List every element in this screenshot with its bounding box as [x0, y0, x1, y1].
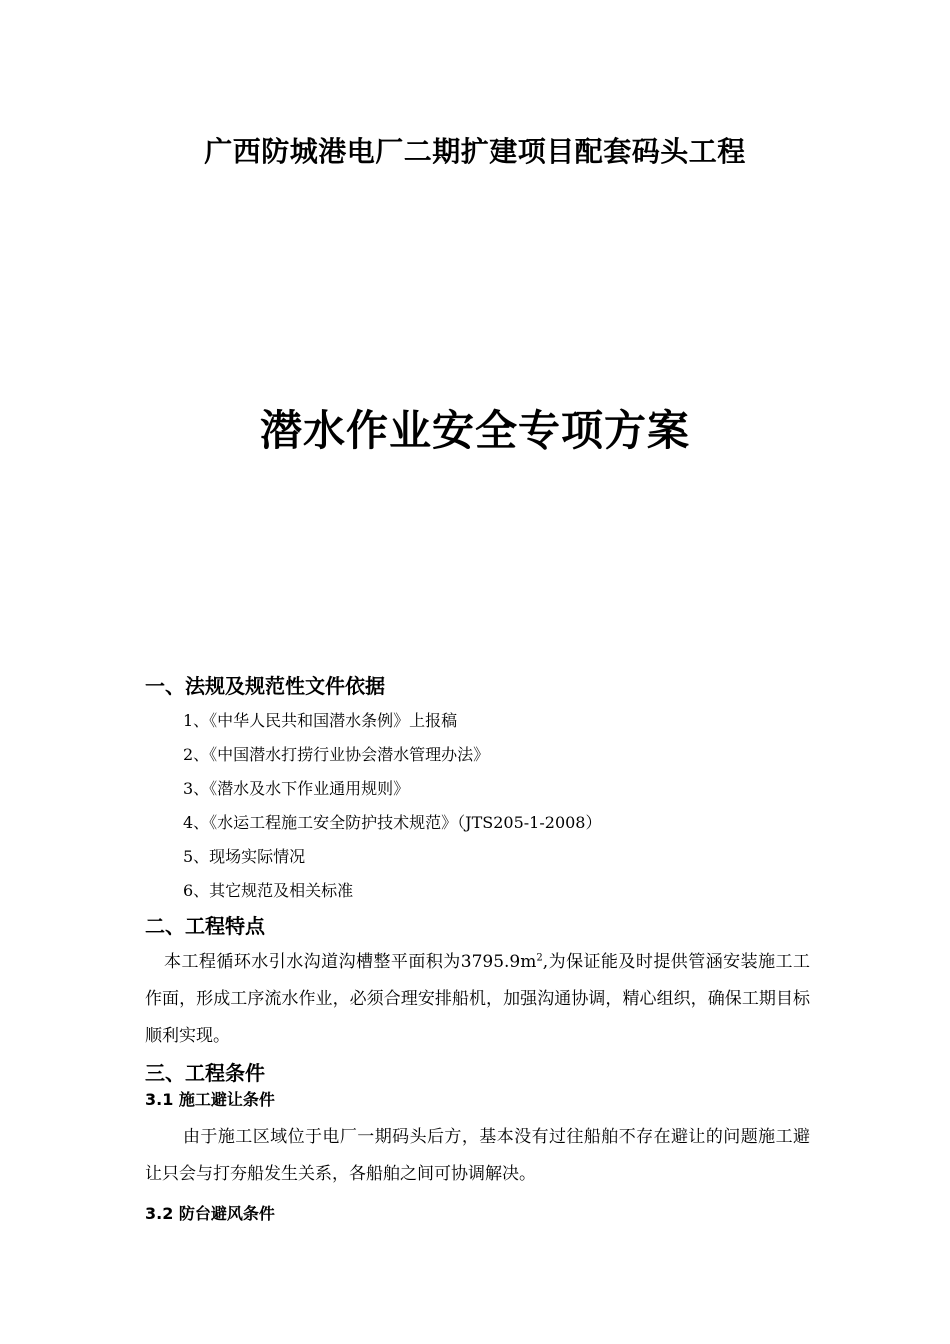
subsection-3-2-heading: 3.2 防台避风条件 [145, 1204, 275, 1223]
avoidance-paragraph: 由于施工区域位于电厂一期码头后方，基本没有过往船舶不存在避让的问题施工避让只会与打夯船发生关系，各船舶之间可协调解决。 [145, 1127, 810, 1184]
superscript-unit: 2 [536, 952, 543, 964]
regulation-item: 6、其它规范及相关标准 [183, 881, 354, 900]
subsection-3-1-heading: 3.1 施工避让条件 [145, 1090, 275, 1109]
document-title: 潜水作业安全专项方案 [259, 406, 690, 455]
section-2-heading: 二、工程特点 [145, 914, 265, 938]
regulation-item: 2、《中国潜水打捞行业协会潜水管理办法》 [183, 745, 490, 764]
project-title: 广西防城港电厂二期扩建项目配套码头工程 [204, 135, 746, 168]
paragraph-text: 本工程循环水引水沟道沟槽整平面积为3795.9m [164, 952, 537, 972]
section-1-heading: 一、法规及规范性文件依据 [145, 674, 385, 698]
regulation-item: 1、《中华人民共和国潜水条例》上报稿 [183, 711, 458, 730]
regulation-item: 3、《潜水及水下作业通用规则》 [183, 779, 410, 798]
section-3-heading: 三、工程条件 [145, 1061, 265, 1085]
document-body [145, 668, 810, 1227]
paragraph-text: ,为保证能及时提供管涵安装施工工作面，形成工序流水作业，必须合理安排船机，加强沟通协调，精心组织，确保工期目标顺利实现。 [145, 952, 811, 1046]
regulation-list [145, 704, 810, 908]
regulation-item: 4、《水运工程施工安全防护技术规范》（JTS205-1-2008） [183, 813, 602, 832]
project-features-paragraph [145, 944, 810, 1055]
regulation-item: 5、现场实际情况 [183, 847, 306, 866]
